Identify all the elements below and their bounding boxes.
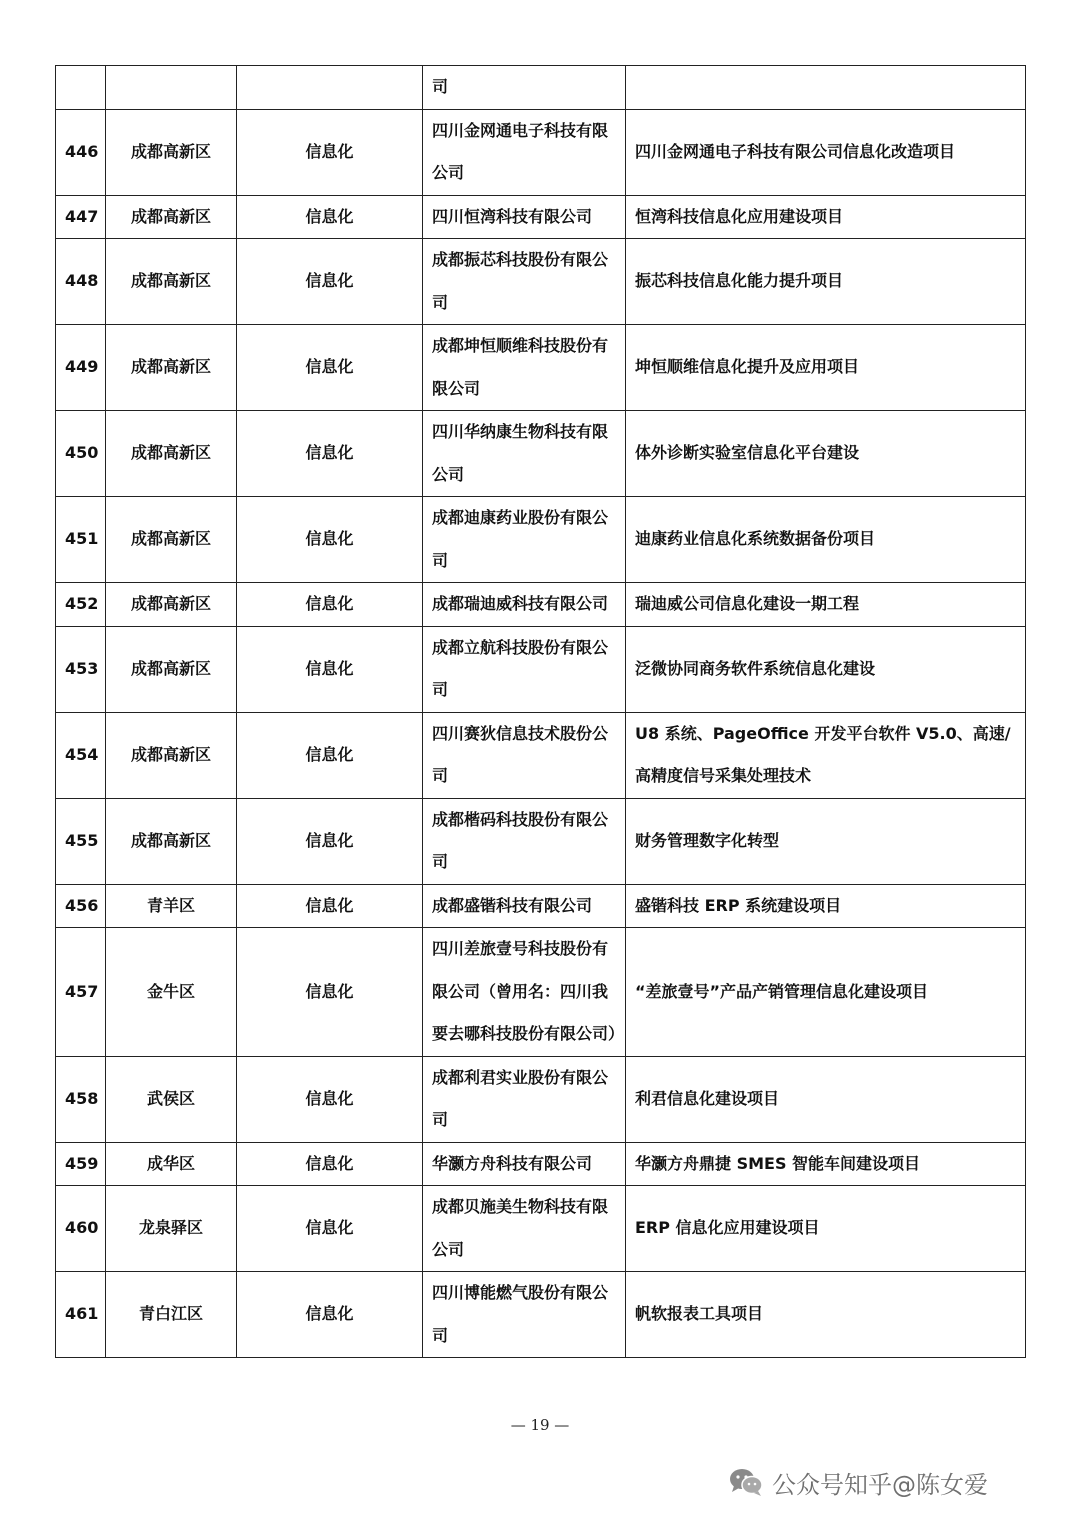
cell-company: 四川金网通电子科技有限公司 xyxy=(423,109,626,195)
cell-category: 信息化 xyxy=(237,626,423,712)
table-row xyxy=(56,884,1026,928)
page-number: — 19 — xyxy=(510,1416,570,1434)
cell-category: 信息化 xyxy=(237,325,423,411)
cell-category: 信息化 xyxy=(237,1142,423,1186)
cell-district: 成都高新区 xyxy=(106,497,237,583)
cell-company: 司 xyxy=(423,66,626,110)
cell-district: 成都高新区 xyxy=(106,195,237,239)
cell-number: 459 xyxy=(56,1142,106,1186)
cell-district: 成都高新区 xyxy=(106,798,237,884)
cell-company: 华灏方舟科技有限公司 xyxy=(423,1142,626,1186)
cell-category: 信息化 xyxy=(237,411,423,497)
cell-project xyxy=(626,66,1026,110)
cell-company: 四川恒湾科技有限公司 xyxy=(423,195,626,239)
cell-category: 信息化 xyxy=(237,1186,423,1272)
cell-company: 四川赛狄信息技术股份公司 xyxy=(423,712,626,798)
table-row xyxy=(56,109,1026,195)
cell-project: ERP 信息化应用建设项目 xyxy=(626,1186,1026,1272)
cell-company: 四川博能燃气股份有限公司 xyxy=(423,1272,626,1358)
cell-category: 信息化 xyxy=(237,798,423,884)
cell-project: 迪康药业信息化系统数据备份项目 xyxy=(626,497,1026,583)
cell-project: 泛微协同商务软件系统信息化建设 xyxy=(626,626,1026,712)
cell-company: 成都坤恒顺维科技股份有限公司 xyxy=(423,325,626,411)
cell-category: 信息化 xyxy=(237,1056,423,1142)
cell-category: 信息化 xyxy=(237,1272,423,1358)
cell-company: 成都楷码科技股份有限公司 xyxy=(423,798,626,884)
cell-district: 青白江区 xyxy=(106,1272,237,1358)
cell-number: 456 xyxy=(56,884,106,928)
table-row xyxy=(56,1186,1026,1272)
cell-project: 瑞迪威公司信息化建设一期工程 xyxy=(626,583,1026,627)
cell-number: 461 xyxy=(56,1272,106,1358)
cell-district: 青羊区 xyxy=(106,884,237,928)
cell-number: 460 xyxy=(56,1186,106,1272)
cell-district: 成都高新区 xyxy=(106,411,237,497)
table-row xyxy=(56,798,1026,884)
cell-number: 453 xyxy=(56,626,106,712)
cell-category xyxy=(237,66,423,110)
cell-company: 成都瑞迪威科技有限公司 xyxy=(423,583,626,627)
table-row xyxy=(56,66,1026,110)
cell-category: 信息化 xyxy=(237,239,423,325)
cell-category: 信息化 xyxy=(237,928,423,1057)
table-row xyxy=(56,411,1026,497)
table-row xyxy=(56,712,1026,798)
cell-number xyxy=(56,66,106,110)
table-row xyxy=(56,626,1026,712)
cell-project: 振芯科技信息化能力提升项目 xyxy=(626,239,1026,325)
cell-company: 成都贝施美生物科技有限公司 xyxy=(423,1186,626,1272)
cell-category: 信息化 xyxy=(237,109,423,195)
cell-number: 454 xyxy=(56,712,106,798)
cell-project: 帆软报表工具项目 xyxy=(626,1272,1026,1358)
cell-district: 成都高新区 xyxy=(106,109,237,195)
cell-company: 成都迪康药业股份有限公司 xyxy=(423,497,626,583)
cell-number: 449 xyxy=(56,325,106,411)
cell-number: 446 xyxy=(56,109,106,195)
cell-category: 信息化 xyxy=(237,497,423,583)
cell-number: 451 xyxy=(56,497,106,583)
cell-category: 信息化 xyxy=(237,583,423,627)
table-row xyxy=(56,1272,1026,1358)
cell-district: 成都高新区 xyxy=(106,583,237,627)
cell-district xyxy=(106,66,237,110)
cell-district: 成都高新区 xyxy=(106,325,237,411)
table-row xyxy=(56,497,1026,583)
table-row xyxy=(56,583,1026,627)
cell-project: 四川金网通电子科技有限公司信息化改造项目 xyxy=(626,109,1026,195)
cell-number: 452 xyxy=(56,583,106,627)
cell-number: 447 xyxy=(56,195,106,239)
cell-number: 458 xyxy=(56,1056,106,1142)
cell-company: 成都振芯科技股份有限公司 xyxy=(423,239,626,325)
table-row xyxy=(56,1142,1026,1186)
table-row xyxy=(56,928,1026,1057)
cell-project: 华灏方舟鼎捷 SMES 智能车间建设项目 xyxy=(626,1142,1026,1186)
cell-number: 455 xyxy=(56,798,106,884)
cell-number: 457 xyxy=(56,928,106,1057)
cell-company: 成都盛锴科技有限公司 xyxy=(423,884,626,928)
cell-company: 成都立航科技股份有限公司 xyxy=(423,626,626,712)
table-row xyxy=(56,1056,1026,1142)
table-body xyxy=(56,66,1026,1358)
cell-company: 四川华纳康生物科技有限公司 xyxy=(423,411,626,497)
watermark xyxy=(728,1462,988,1502)
cell-number: 448 xyxy=(56,239,106,325)
table-row xyxy=(56,239,1026,325)
cell-district: 金牛区 xyxy=(106,928,237,1057)
cell-project: 利君信息化建设项目 xyxy=(626,1056,1026,1142)
project-list-table xyxy=(55,65,1026,1358)
cell-project: “差旅壹号”产品产销管理信息化建设项目 xyxy=(626,928,1026,1057)
cell-project: 盛锴科技 ERP 系统建设项目 xyxy=(626,884,1026,928)
cell-number: 450 xyxy=(56,411,106,497)
table-row xyxy=(56,325,1026,411)
cell-category: 信息化 xyxy=(237,195,423,239)
cell-project: U8 系统、PageOffice 开发平台软件 V5.0、高速/高精度信号采集处理技术 xyxy=(626,712,1026,798)
cell-project: 体外诊断实验室信息化平台建设 xyxy=(626,411,1026,497)
cell-category: 信息化 xyxy=(237,712,423,798)
watermark-text: 公众号知乎@陈女爱 xyxy=(772,1470,988,1499)
cell-district: 成华区 xyxy=(106,1142,237,1186)
cell-district: 龙泉驿区 xyxy=(106,1186,237,1272)
cell-project: 恒湾科技信息化应用建设项目 xyxy=(626,195,1026,239)
cell-category: 信息化 xyxy=(237,884,423,928)
table-row xyxy=(56,195,1026,239)
cell-district: 武侯区 xyxy=(106,1056,237,1142)
cell-company: 四川差旅壹号科技股份有限公司（曾用名：四川我要去哪科技股份有限公司） xyxy=(423,928,626,1057)
cell-district: 成都高新区 xyxy=(106,712,237,798)
cell-district: 成都高新区 xyxy=(106,626,237,712)
cell-project: 坤恒顺维信息化提升及应用项目 xyxy=(626,325,1026,411)
cell-company: 成都利君实业股份有限公司 xyxy=(423,1056,626,1142)
cell-district: 成都高新区 xyxy=(106,239,237,325)
cell-project: 财务管理数字化转型 xyxy=(626,798,1026,884)
wechat-icon xyxy=(728,1467,764,1497)
